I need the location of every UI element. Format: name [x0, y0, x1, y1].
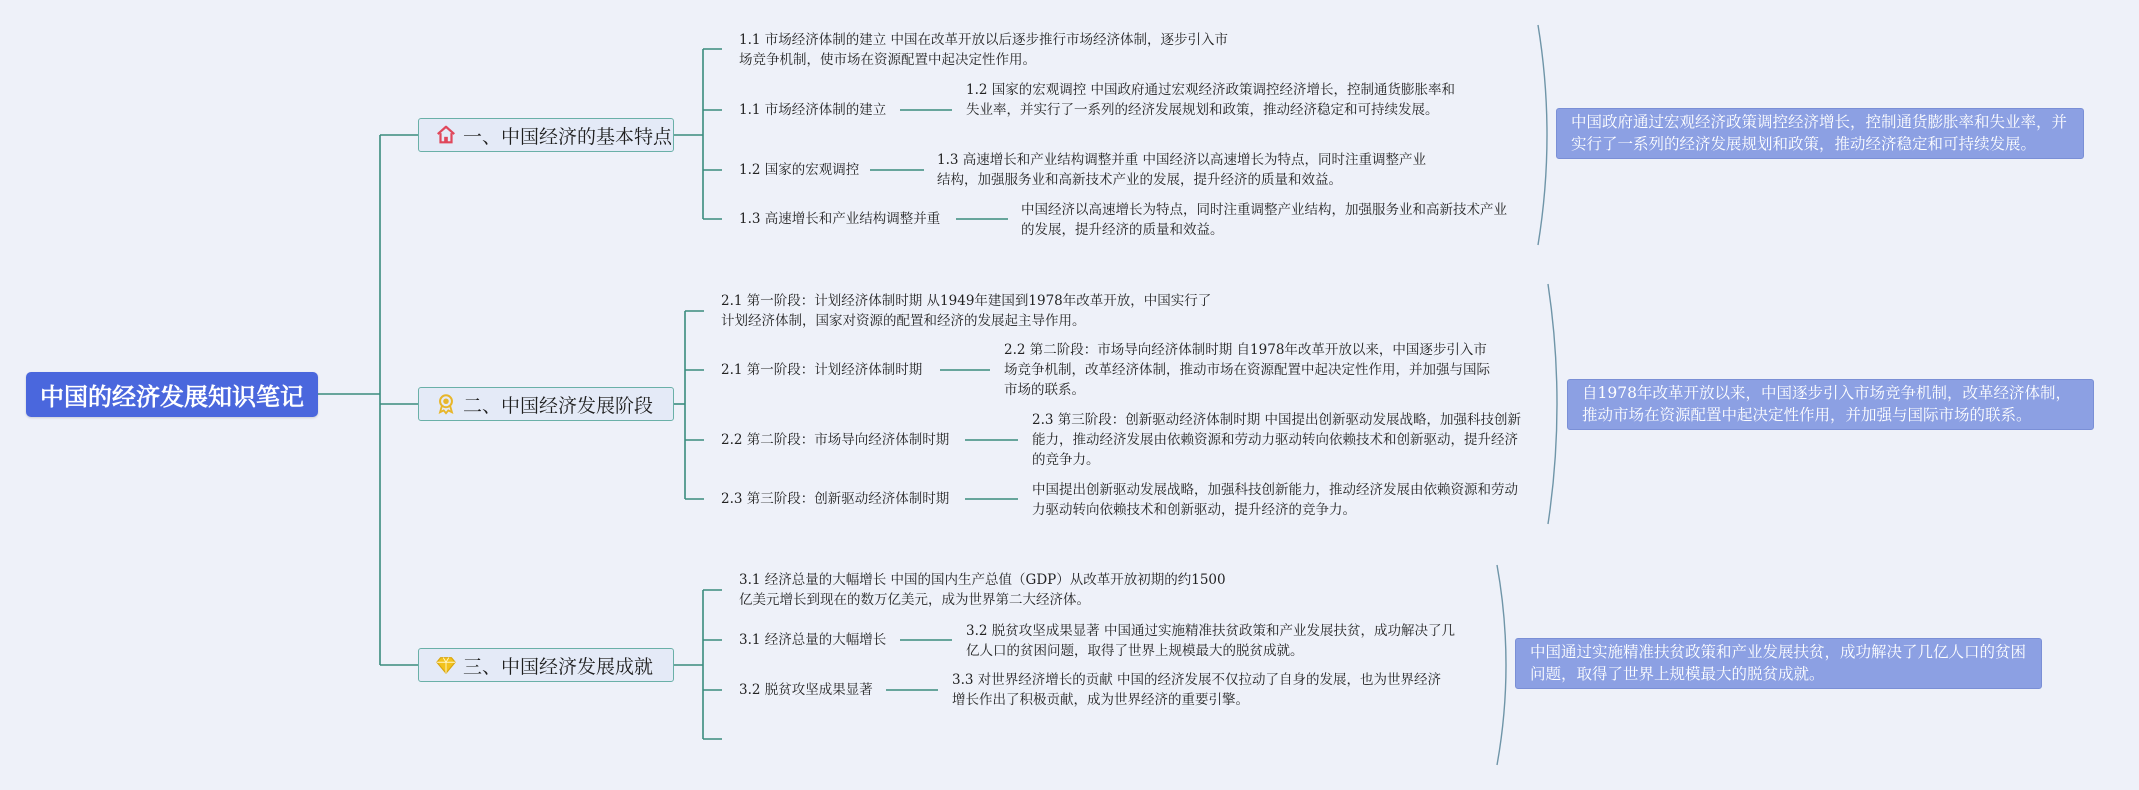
- node-2-2-detail[interactable]: 2.2 第二阶段：市场导向经济体制时期 自1978年改革开放以来，中国逐步引入市场竞争机制，改革经济体制，推动市场在资源配置中起决定性作用，并加强与国际市场的联系。: [1004, 342, 1490, 398]
- node-1-3-detail[interactable]: 1.3 高速增长和产业结构调整并重 中国经济以高速增长为特点，同时注重调整产业结构，加强服务业和高新技术产业的发展，提升经济的质量和效益。: [937, 152, 1427, 188]
- diamond-icon: [435, 654, 457, 676]
- node-1-1-text[interactable]: 1.1 市场经济体制的建立 中国在改革开放以后逐步推行市场经济体制，逐步引入市场竞争机制，使市场在资源配置中起决定性作用。: [739, 32, 1229, 68]
- node-3-2-detail[interactable]: 3.2 脱贫攻坚成果显著 中国通过实施精准扶贫政策和产业发展扶贫，成功解决了几亿人口的贫困问题，取得了世界上规模最大的脱贫成就。: [966, 623, 1456, 659]
- award-ribbon-icon: [435, 393, 457, 415]
- node-1-4-detail[interactable]: 中国经济以高速增长为特点，同时注重调整产业结构，加强服务业和高新技术产业的发展，提升经济的质量和效益。: [1021, 202, 1507, 238]
- node-1-2-text[interactable]: 1.1 市场经济体制的建立: [739, 102, 887, 118]
- node-1-4-text[interactable]: 1.3 高速增长和产业结构调整并重: [739, 211, 941, 227]
- node-3-1-text[interactable]: 3.1 经济总量的大幅增长 中国的国内生产总值（GDP）从改革开放初期的约1500亿美元增长到现在的数万亿美元，成为世界第二大经济体。: [739, 572, 1226, 608]
- branch-label: 二、中国经济发展阶段: [463, 394, 654, 417]
- node-3-2-text[interactable]: 3.1 经济总量的大幅增长: [739, 632, 887, 648]
- branch-topic-2[interactable]: [418, 387, 674, 421]
- node-2-2-text[interactable]: 2.1 第一阶段：计划经济体制时期: [721, 362, 923, 378]
- branch-label: 一、中国经济的基本特点: [463, 125, 673, 148]
- node-2-3-detail[interactable]: 2.3 第三阶段：创新驱动经济体制时期 中国提出创新驱动发展战略，加强科技创新能力，推动经济发展由依赖资源和劳动力驱动转向依赖技术和创新驱动，提升经济的竞争力。: [1032, 412, 1522, 468]
- node-2-4-text[interactable]: 2.3 第三阶段：创新驱动经济体制时期: [721, 491, 950, 507]
- summary-2[interactable]: 自1978年改革开放以来，中国逐步引入市场竞争机制，改革经济体制，推动市场在资源配置中起决定性作用，并加强与国际市场的联系。: [1567, 379, 2094, 430]
- root-topic[interactable]: 中国的经济发展知识笔记: [26, 372, 318, 417]
- house-icon: [435, 124, 457, 146]
- branch-topic-1[interactable]: [418, 118, 674, 152]
- node-1-2-detail[interactable]: 1.2 国家的宏观调控 中国政府通过宏观经济政策调控经济增长，控制通货膨胀率和失业率，并实行了一系列的经济发展规划和政策，推动经济稳定和可持续发展。: [966, 82, 1456, 118]
- branch-topic-3[interactable]: [418, 648, 674, 682]
- branch-label: 三、中国经济发展成就: [463, 655, 654, 678]
- node-2-4-detail[interactable]: 中国提出创新驱动发展战略，加强科技创新能力，推动经济发展由依赖资源和劳动力驱动转向依赖技术和创新驱动，提升经济的竞争力。: [1032, 482, 1518, 518]
- summary-1[interactable]: 中国政府通过宏观经济政策调控经济增长，控制通货膨胀率和失业率，并实行了一系列的经济发展规划和政策，推动经济稳定和可持续发展。: [1556, 108, 2084, 159]
- node-2-3-text[interactable]: 2.2 第二阶段：市场导向经济体制时期: [721, 432, 950, 448]
- node-3-3-text[interactable]: 3.2 脱贫攻坚成果显著: [739, 682, 873, 698]
- node-1-3-text[interactable]: 1.2 国家的宏观调控: [739, 162, 860, 178]
- node-2-1-text[interactable]: 2.1 第一阶段：计划经济体制时期 从1949年建国到1978年改革开放，中国实行了计划经济体制，国家对资源的配置和经济的发展起主导作用。: [721, 293, 1212, 329]
- node-3-3-detail[interactable]: 3.3 对世界经济增长的贡献 中国的经济发展不仅拉动了自身的发展，也为世界经济增长作出了积极贡献，成为世界经济的重要引擎。: [952, 672, 1442, 708]
- summary-3[interactable]: 中国通过实施精准扶贫政策和产业发展扶贫，成功解决了几亿人口的贫困问题，取得了世界上规模最大的脱贫成就。: [1515, 638, 2042, 689]
